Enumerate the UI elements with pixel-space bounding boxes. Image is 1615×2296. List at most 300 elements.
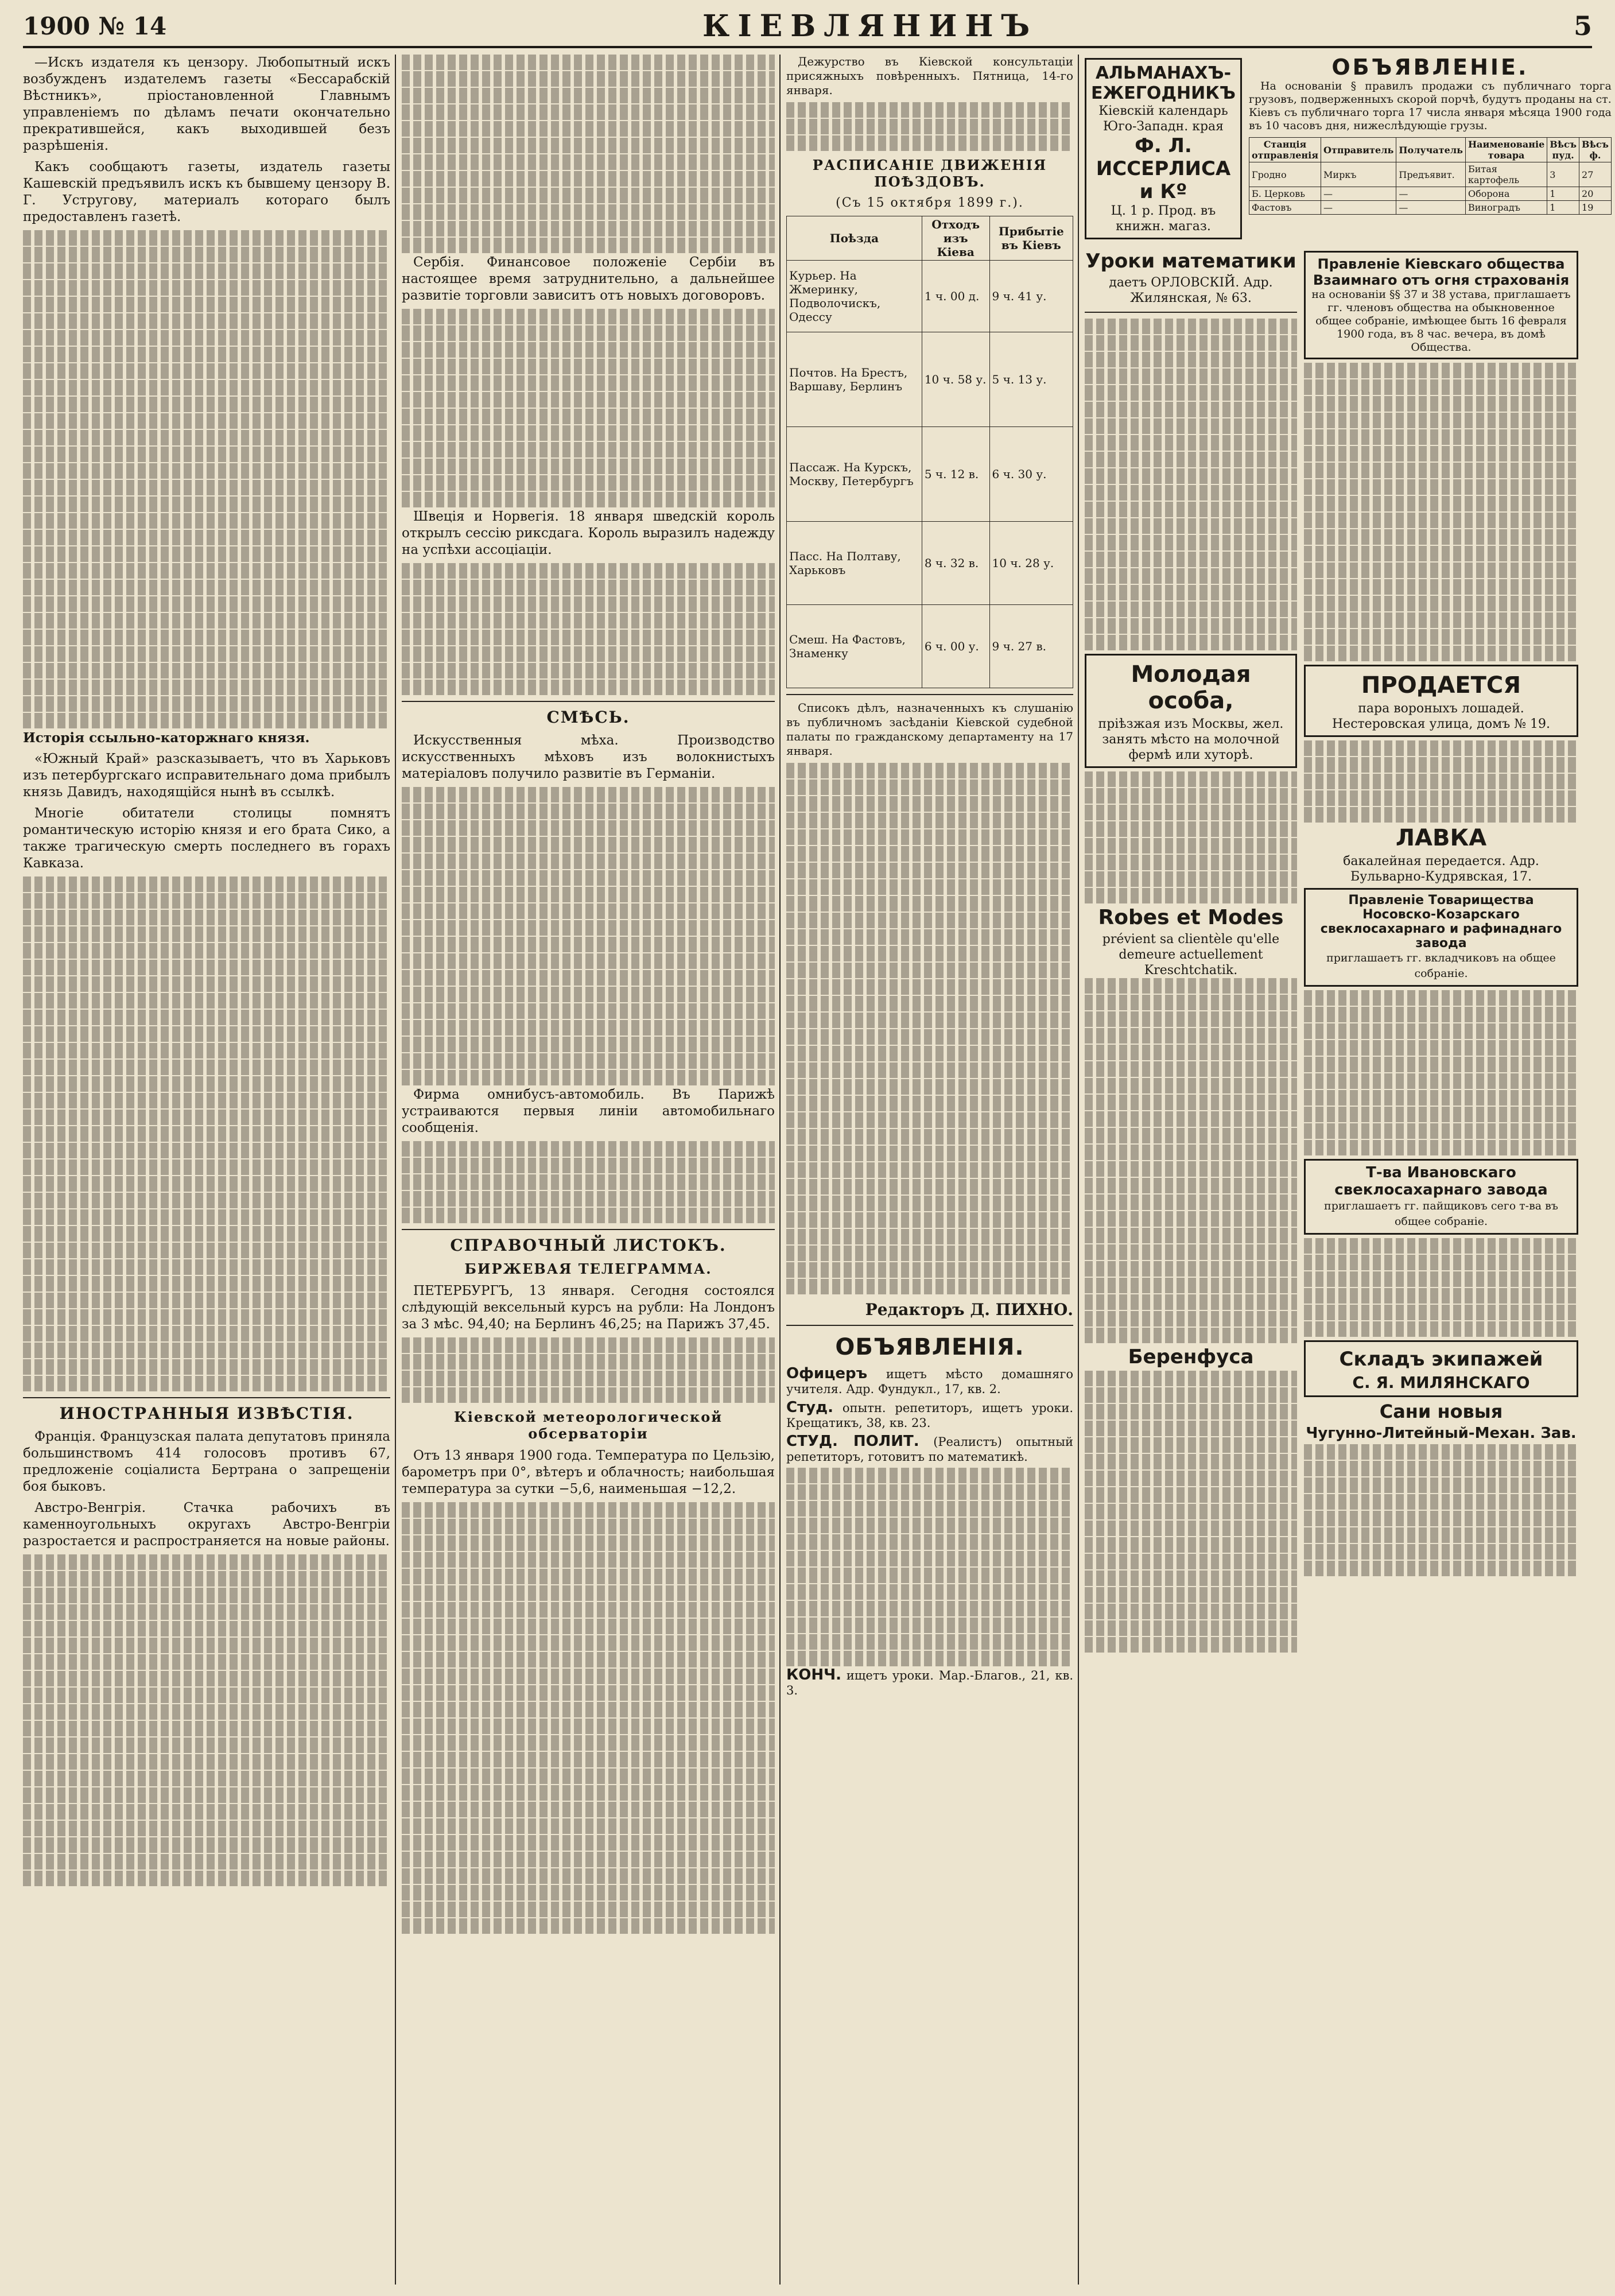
table-cell: 19: [1579, 201, 1612, 215]
text-line: [402, 1519, 775, 1534]
text-line: [23, 1871, 390, 1886]
article-paragraph: Искусственныя мѣха. Производство искусственныхъ мѣховъ изъ волокнистыхъ матеріаловъ получило развитіе въ Германіи.: [402, 733, 775, 781]
text-line: [786, 1568, 1073, 1583]
text-line: [1085, 502, 1297, 517]
section-divider: [786, 1325, 1073, 1326]
text-line: [23, 546, 390, 562]
text-line: [1304, 1527, 1578, 1543]
text-line: [23, 1554, 390, 1570]
freight-notice: [1249, 55, 1612, 243]
text-line: [1304, 1107, 1578, 1122]
text-line: [786, 1212, 1073, 1228]
text-line: [23, 413, 390, 429]
text-line: [1085, 838, 1297, 854]
text-line: [402, 937, 775, 952]
text-line: [1085, 1570, 1297, 1586]
text-line: [23, 630, 390, 645]
schedule-subtitle: (Съ 15 октября 1899 г.).: [836, 196, 1024, 210]
text-line: [1304, 757, 1578, 773]
sugar-board-body: приглашаетъ гг. вкладчиковъ на общее собраніе.: [1326, 952, 1556, 980]
text-line: [23, 430, 390, 445]
table-row: [787, 427, 1073, 522]
text-line: [786, 1062, 1073, 1078]
text-line: [23, 1376, 390, 1391]
text-line: [402, 375, 775, 391]
text-line: [786, 1501, 1073, 1517]
table-cell: Предъявит.: [1396, 162, 1466, 187]
text-line: [1085, 978, 1297, 994]
text-line: [1304, 1444, 1578, 1460]
article-paragraph: Фирма омнибусъ-автомобиль. Въ Парижѣ устраиваются первыя линіи автомобильнаго сообщенія.: [402, 1087, 775, 1135]
text-line: [402, 1652, 775, 1667]
issue-number: 1900 № 14: [23, 11, 167, 40]
text-line: [23, 1588, 390, 1603]
text-line: [1304, 990, 1578, 1006]
column-4: [1085, 55, 1612, 2285]
text-line: [1304, 1255, 1578, 1270]
table-cell: Гродно: [1249, 162, 1321, 187]
article-paragraph: Сербія. Финансовое положеніе Сербіи въ настоящее время затруднительно, а дальнейшее развитіе торговли зависитъ отъ новыхъ договоровъ.: [402, 255, 775, 303]
table-cell: Курьер. На Жмеринку, Подволочискъ, Одессу: [787, 261, 922, 332]
text-line: [786, 1618, 1073, 1633]
text-line: [1085, 788, 1297, 804]
almanac-publisher: Ф. Л. ИССЕРЛИСА и Кº: [1096, 134, 1231, 203]
text-line: [1085, 871, 1297, 887]
table-row: [787, 332, 1073, 427]
text-line: [786, 1013, 1073, 1028]
table-header-cell: Отправитель: [1321, 138, 1396, 162]
text-line: [23, 910, 390, 925]
text-line: [402, 88, 775, 103]
text-line: [23, 1654, 390, 1670]
section-divider: [786, 694, 1073, 695]
insurance-board-ad: [1304, 251, 1578, 359]
text-line: [23, 447, 390, 462]
text-line: [1085, 1145, 1297, 1160]
text-line: [1304, 363, 1578, 378]
text-line: [402, 1208, 775, 1223]
text-line: [1085, 335, 1297, 351]
text-line: [1085, 1620, 1297, 1636]
table-cell: 1: [1547, 201, 1579, 215]
text-line: [402, 238, 775, 253]
text-line: [786, 1262, 1073, 1278]
text-line: [1085, 485, 1297, 501]
text-line: [402, 870, 775, 886]
text-line: [786, 896, 1073, 912]
text-line: [402, 309, 775, 324]
ads-title: ОБЪЯВЛЕНІЯ.: [835, 1334, 1024, 1360]
text-line: [786, 946, 1073, 961]
text-line: [1304, 396, 1578, 412]
text-line: [1085, 1028, 1297, 1044]
text-line: [402, 1535, 775, 1551]
text-line: [1085, 1078, 1297, 1093]
text-line: [402, 1602, 775, 1618]
text-line: [402, 392, 775, 408]
text-line: [402, 1569, 775, 1584]
text-line: [402, 1685, 775, 1701]
ivanovsky-ad: [1304, 1159, 1578, 1235]
text-line: [23, 397, 390, 412]
text-line: [23, 646, 390, 662]
table-header-row: [1249, 138, 1611, 162]
text-line: [786, 796, 1073, 812]
text-line: [1304, 1040, 1578, 1056]
text-line: [23, 1093, 390, 1108]
table-header-row: [787, 216, 1073, 261]
reference-title: СПРАВОЧНЫЙ ЛИСТОКЪ.: [450, 1236, 727, 1255]
table-cell: 10 ч. 28 у.: [989, 522, 1073, 605]
text-line: [23, 1771, 390, 1786]
text-line: [402, 987, 775, 1002]
ad-top-row: [1085, 55, 1612, 243]
text-line: [786, 1196, 1073, 1211]
text-line: [1304, 612, 1578, 628]
classified-ad: [786, 1434, 1073, 1464]
table-cell: Виноградъ: [1465, 201, 1547, 215]
text-line: [402, 475, 775, 491]
article-paragraph: Какъ сообщаютъ газеты, издатель газеты Кашевскій предъявилъ искъ къ бывшему цензору В. Г. Устругову, материалъ котораго былъ предоставленъ газетѣ.: [23, 160, 390, 224]
text-line: [23, 1060, 390, 1075]
text-line: [786, 1551, 1073, 1566]
text-line: [786, 135, 1073, 151]
text-line: [1085, 1161, 1297, 1177]
court-list-intro: Списокъ дѣлъ, назначенныхъ къ слушанію въ публичномъ засѣданіи Кіевской судебной палаты по гражданскому департаменту на 17 января.: [786, 701, 1073, 758]
text-line: [402, 1354, 775, 1370]
text-line: [1304, 1288, 1578, 1304]
text-line: [1085, 888, 1297, 903]
page-header: [23, 6, 1592, 48]
text-line: [786, 763, 1073, 778]
text-line: [1085, 1244, 1297, 1260]
text-line: [786, 1179, 1073, 1194]
text-line: [1085, 1421, 1297, 1436]
text-line: [402, 887, 775, 902]
table-row: [787, 522, 1073, 605]
text-line: [23, 263, 390, 279]
text-line: [402, 442, 775, 457]
text-line: [786, 1518, 1073, 1533]
text-line: [402, 55, 775, 70]
text-line: [1304, 1090, 1578, 1106]
text-line: [23, 1721, 390, 1736]
text-line: [1085, 435, 1297, 451]
text-line: [1085, 805, 1297, 820]
text-line: [402, 459, 775, 474]
table-cell: Почтов. На Брестъ, Варшаву, Берлинъ: [787, 332, 922, 427]
text-line: [402, 1752, 775, 1767]
article-paragraph: «Южный Край» разсказываетъ, что въ Харьковъ изъ петербургскаго исправительнаго дома прибылъ князь Давидъ, находящійся нынѣ въ ссылкѣ.: [23, 751, 390, 800]
text-line: [402, 1037, 775, 1052]
text-line: [23, 1126, 390, 1142]
text-line: [23, 497, 390, 512]
text-line: [402, 1902, 775, 1917]
ad-column-right: [1304, 247, 1578, 1654]
train-schedule-table: [786, 216, 1073, 688]
text-line: [1304, 596, 1578, 611]
table-cell: 3: [1547, 162, 1579, 187]
table-row: [1249, 162, 1611, 187]
text-line: [786, 1096, 1073, 1111]
notice-text: На основаніи § правилъ продажи съ публичнаго торга грузовъ, подверженныхъ скорой порчѣ, будутъ проданы на ст. Кіевъ съ публичнаго торга 17 числа января мѣсяца 1900 года въ 10 часовъ дня, нижеслѣдующіе грузы.: [1248, 80, 1612, 132]
text-line: [402, 820, 775, 836]
text-line: [23, 1704, 390, 1720]
text-line: [23, 960, 390, 975]
text-line: [1085, 1278, 1297, 1293]
text-line: [1085, 585, 1297, 600]
text-line: [1085, 1487, 1297, 1503]
table-cell: 1: [1547, 187, 1579, 201]
column-rule: [395, 55, 396, 2285]
mix-title: СМѢСЬ.: [546, 708, 630, 727]
text-line: [23, 363, 390, 379]
text-line: [402, 1768, 775, 1784]
text-line: [402, 342, 775, 358]
ad-lead: КОНЧ.: [786, 1666, 842, 1684]
uroki-head: Уроки математики: [1085, 250, 1296, 273]
text-line: [1304, 379, 1578, 395]
text-line: [23, 1571, 390, 1587]
text-line: [1085, 1211, 1297, 1227]
text-line: [23, 1026, 390, 1042]
text-line: [23, 247, 390, 262]
text-line: [23, 663, 390, 678]
ad-text: опытн. репетиторъ, ищетъ уроки. Крещатикъ, 38, кв. 23.: [786, 1401, 1073, 1430]
text-line: [402, 680, 775, 695]
robes-body: prévient sa clientèle qu'elle demeure actuellement Kreschtchatik.: [1102, 932, 1280, 978]
table-header-cell: Станція отправленія: [1249, 138, 1321, 162]
page-number: 5: [1573, 10, 1592, 41]
sale-head: ПРОДАЕТСЯ: [1361, 672, 1521, 699]
text-line: [402, 1852, 775, 1867]
text-line: [786, 1584, 1073, 1600]
text-line: [23, 1854, 390, 1870]
text-line: [23, 993, 390, 1009]
text-line: [786, 119, 1073, 134]
text-line: [1304, 579, 1578, 595]
text-line: [786, 829, 1073, 845]
text-line: [23, 1837, 390, 1853]
text-line: [402, 221, 775, 236]
text-line: [402, 492, 775, 507]
almanac-body: Кіевскій календарь Юго-Западн. края: [1098, 104, 1228, 134]
warehouse-sub: С. Я. МИЛЯНСКАГО: [1352, 1373, 1530, 1392]
text-line: [23, 347, 390, 362]
text-line: [1085, 1294, 1297, 1310]
text-line: [1085, 1587, 1297, 1603]
text-line: [1304, 1544, 1578, 1560]
table-cell: Пасс. На Полтаву, Харьковъ: [787, 522, 922, 605]
text-line: [23, 1737, 390, 1753]
meteo-title: Кіевской метеорологической обсерваторіи: [453, 1409, 723, 1442]
text-line: [402, 71, 775, 87]
text-line: [23, 580, 390, 595]
table-cell: —: [1396, 201, 1466, 215]
text-line: [402, 204, 775, 220]
text-line: [23, 563, 390, 579]
text-line: [1085, 319, 1297, 334]
insurance-board-head: Правленіе Кіевскаго общества Взаимнаго отъ огня страхованія: [1313, 256, 1570, 288]
sugar-board-ad: [1304, 888, 1578, 987]
sale-body: пара вороныхъ лошадей. Нестеровская улица, домъ № 19.: [1331, 701, 1550, 731]
text-line: [23, 1193, 390, 1208]
text-line: [402, 854, 775, 869]
article-paragraph: Швеція и Норвегія. 18 января шведскій король открылъ сессію риксдага. Король выразилъ надежду на успѣхи ассоціаціи.: [402, 509, 775, 557]
text-line: [23, 513, 390, 529]
text-line: [1304, 1007, 1578, 1022]
text-line: [1304, 429, 1578, 445]
text-line: [1304, 1494, 1578, 1510]
text-line: [402, 1020, 775, 1035]
table-header-cell: Поѣзда: [787, 216, 922, 261]
text-line: [786, 1029, 1073, 1045]
text-line: [786, 1601, 1073, 1616]
text-line: [1085, 1011, 1297, 1027]
text-line: [23, 926, 390, 942]
text-line: [786, 846, 1073, 862]
text-line: [402, 409, 775, 424]
table-cell: Битая картофель: [1465, 162, 1547, 187]
text-line: [786, 963, 1073, 978]
text-line: [1304, 629, 1578, 645]
text-line: [402, 1669, 775, 1684]
almanac-price: Ц. 1 р. Прод. въ книжн. магаз.: [1111, 204, 1216, 234]
table-cell: Оборона: [1465, 187, 1547, 201]
text-line: [23, 1309, 390, 1325]
table-cell: 9 ч. 41 у.: [989, 261, 1073, 332]
table-cell: 10 ч. 58 у.: [922, 332, 989, 427]
column-2: [402, 55, 775, 2285]
text-line: [1085, 1095, 1297, 1110]
schedule-title: РАСПИСАНІЕ ДВИЖЕНІЯ ПОѢЗДОВЪ.: [812, 157, 1047, 190]
ad-text: ищетъ мѣсто домашняго учителя. Адр. Фундукл., 17, кв. 2.: [786, 1367, 1073, 1396]
text-line: [1085, 1454, 1297, 1469]
text-line: [1085, 1128, 1297, 1143]
text-line: [1085, 1328, 1297, 1343]
text-line: [23, 1621, 390, 1636]
text-line: [402, 1174, 775, 1190]
column-rule: [1078, 55, 1079, 2285]
text-line: [402, 1818, 775, 1834]
text-line: [402, 596, 775, 612]
text-line: [402, 970, 775, 986]
text-line: [1085, 855, 1297, 870]
text-line: [402, 154, 775, 170]
text-line: [23, 1326, 390, 1341]
text-line: [1085, 452, 1297, 467]
table-row: [787, 261, 1073, 332]
article-paragraph: Австро-Венгрія. Стачка рабочихъ въ каменноугольныхъ округахъ Австро-Венгріи разростается и распространяется на новые районы.: [23, 1500, 390, 1549]
text-line: [23, 1638, 390, 1653]
young-lady-ad: [1085, 654, 1297, 768]
text-line: [1304, 1123, 1578, 1139]
text-line: [1304, 1321, 1578, 1337]
text-line: [1085, 1311, 1297, 1327]
text-line: [402, 1868, 775, 1884]
table-cell: —: [1321, 187, 1396, 201]
text-line: [1304, 1461, 1578, 1476]
text-line: [402, 1918, 775, 1934]
text-line: [1304, 513, 1578, 528]
table-cell: Пассаж. На Курскъ, Москву, Петербургъ: [787, 427, 922, 522]
text-line: [402, 359, 775, 374]
text-line: [1085, 1637, 1297, 1653]
text-line: [1304, 790, 1578, 806]
text-line: [402, 1502, 775, 1518]
text-line: [786, 1229, 1073, 1244]
text-line: [1085, 1111, 1297, 1127]
text-line: [1304, 774, 1578, 789]
text-line: [23, 1293, 390, 1308]
text-line: [23, 1176, 390, 1192]
text-line: [1085, 1404, 1297, 1420]
ad-text: ищетъ уроки. Мар.-Благов., 21, кв. 3.: [786, 1669, 1073, 1697]
masthead: КІЕВЛЯНИНЪ: [702, 8, 1038, 44]
text-line: [402, 1191, 775, 1207]
text-line: [23, 613, 390, 629]
text-line: [402, 663, 775, 678]
text-line: [402, 425, 775, 441]
freight-table: [1249, 137, 1612, 215]
insurance-board-body: на основаніи §§ 37 и 38 устава, приглашаетъ гг. членовъ общества на обыкновенное общее собраніе, имѣющее быть 16 февраля 1900 года, въ 8 час. вечера, въ домѣ Общества.: [1311, 288, 1571, 354]
text-line: [402, 121, 775, 137]
text-line: [23, 1343, 390, 1358]
text-line: [23, 230, 390, 246]
text-line: [1085, 518, 1297, 534]
text-line: [1304, 479, 1578, 495]
text-line: [786, 1129, 1073, 1145]
text-line: [402, 837, 775, 852]
text-line: [402, 1141, 775, 1157]
text-line: [1304, 446, 1578, 461]
text-line: [786, 1112, 1073, 1128]
text-line: [402, 804, 775, 819]
exchange-text: ПЕТЕРБУРГЪ, 13 января. Сегодня состоялся слѣдующій вексельный курсъ на рубли: На Лондонъ за 3 мѣс. 94,40; на Берлинъ 46,25; на Парижъ 37,45.: [402, 1283, 775, 1332]
text-line: [786, 1468, 1073, 1483]
text-line: [23, 297, 390, 312]
text-line: [1304, 496, 1578, 511]
text-line: [23, 943, 390, 959]
table-header-cell: Получатель: [1396, 138, 1466, 162]
column-1: [23, 55, 390, 2285]
text-line: [786, 1146, 1073, 1161]
text-line: [1085, 1178, 1297, 1193]
text-line: [1085, 418, 1297, 434]
text-line: [23, 1359, 390, 1375]
ad-lead: Студ.: [786, 1399, 833, 1416]
lavka-body: бакалейная передается. Адр. Бульварно-Кудрявская, 17.: [1343, 854, 1539, 884]
text-line: [23, 1688, 390, 1703]
ivanovsky-body: приглашаетъ гг. пайщиковъ сего т-ва въ общее собраніе.: [1324, 1200, 1558, 1228]
text-line: [1304, 1238, 1578, 1254]
text-line: [23, 530, 390, 545]
text-line: [1304, 1561, 1578, 1576]
text-line: [1085, 1521, 1297, 1536]
text-line: [1085, 821, 1297, 837]
section-divider: [23, 1397, 390, 1398]
text-line: [402, 903, 775, 919]
text-line: [402, 1387, 775, 1403]
text-line: [23, 696, 390, 712]
text-line: [1085, 1045, 1297, 1060]
classified-ad: [786, 1667, 1073, 1698]
table-header-cell: Прибытіе въ Кіевъ: [989, 216, 1073, 261]
text-line: [1304, 413, 1578, 428]
text-line: [23, 1671, 390, 1686]
text-line: [1085, 402, 1297, 417]
table-header-cell: Отходъ изъ Кіева: [922, 216, 989, 261]
